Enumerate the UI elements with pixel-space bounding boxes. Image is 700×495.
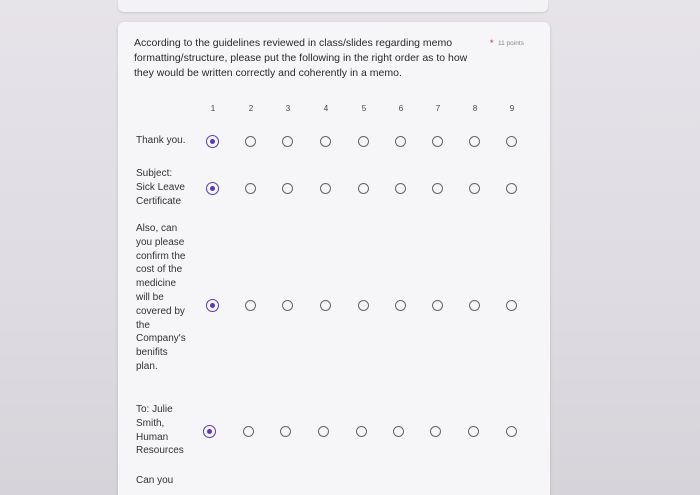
radio-row2-col1[interactable] [206, 182, 219, 195]
column-header-9: 9 [509, 104, 515, 113]
radio-row1-col1[interactable] [206, 135, 219, 148]
radio-row1-col8[interactable] [469, 136, 480, 147]
radio-row3-col5[interactable] [358, 300, 369, 311]
row-label-can-you: Can you [136, 475, 174, 486]
radio-row1-col3[interactable] [282, 136, 293, 147]
radio-row4-col8[interactable] [468, 426, 479, 437]
column-header-3: 3 [285, 104, 291, 113]
row-label-to-julie-smith: To: Julie Smith, Human Resources [136, 404, 184, 457]
row-label-thank-you: Thank you. [136, 135, 186, 146]
radio-row1-col2[interactable] [245, 136, 256, 147]
points-label: 11 points [498, 40, 524, 47]
radio-row4-col9[interactable] [506, 426, 517, 437]
required-asterisk: * [490, 38, 494, 48]
question-text: According to the guidelines reviewed in class/slides regarding memo formatting/structure, please put the following in the right order as to how they would be written correctly and coherently in a memo. [134, 37, 468, 79]
radio-row3-col3[interactable] [282, 300, 293, 311]
column-header-1: 1 [210, 104, 216, 113]
column-header-5: 5 [361, 104, 367, 113]
radio-row2-col6[interactable] [395, 183, 406, 194]
radio-row3-col1[interactable] [206, 299, 219, 312]
radio-row4-col1[interactable] [203, 425, 216, 438]
column-header-7: 7 [435, 104, 441, 113]
column-header-4: 4 [323, 104, 329, 113]
radio-row3-col4[interactable] [320, 300, 331, 311]
radio-row3-col8[interactable] [469, 300, 480, 311]
radio-row3-col2[interactable] [245, 300, 256, 311]
radio-row3-col9[interactable] [506, 300, 517, 311]
radio-row2-col5[interactable] [358, 183, 369, 194]
row-label-also-can-you: Also, can you please confirm the cost of the medicine will be covered by the Company's benifits plan. [136, 223, 186, 372]
radio-row2-col2[interactable] [245, 183, 256, 194]
column-header-6: 6 [398, 104, 404, 113]
radio-row4-col5[interactable] [356, 426, 367, 437]
column-header-2: 2 [248, 104, 254, 113]
radio-row4-col3[interactable] [280, 426, 291, 437]
radio-row2-col7[interactable] [432, 183, 443, 194]
radio-row1-col7[interactable] [432, 136, 443, 147]
radio-row1-col5[interactable] [358, 136, 369, 147]
previous-question-card [118, 0, 548, 12]
radio-row2-col9[interactable] [506, 183, 517, 194]
radio-row4-col4[interactable] [318, 426, 329, 437]
radio-row4-col7[interactable] [430, 426, 441, 437]
radio-row3-col7[interactable] [432, 300, 443, 311]
radio-row2-col4[interactable] [320, 183, 331, 194]
column-header-8: 8 [472, 104, 478, 113]
radio-row4-col2[interactable] [243, 426, 254, 437]
radio-row1-col6[interactable] [395, 136, 406, 147]
radio-row3-col6[interactable] [395, 300, 406, 311]
radio-row2-col3[interactable] [282, 183, 293, 194]
row-label-subject: Subject: Sick Leave Certificate [136, 168, 185, 207]
radio-row2-col8[interactable] [469, 183, 480, 194]
question-card [118, 22, 550, 495]
radio-row4-col6[interactable] [393, 426, 404, 437]
radio-row1-col9[interactable] [506, 136, 517, 147]
radio-row1-col4[interactable] [320, 136, 331, 147]
